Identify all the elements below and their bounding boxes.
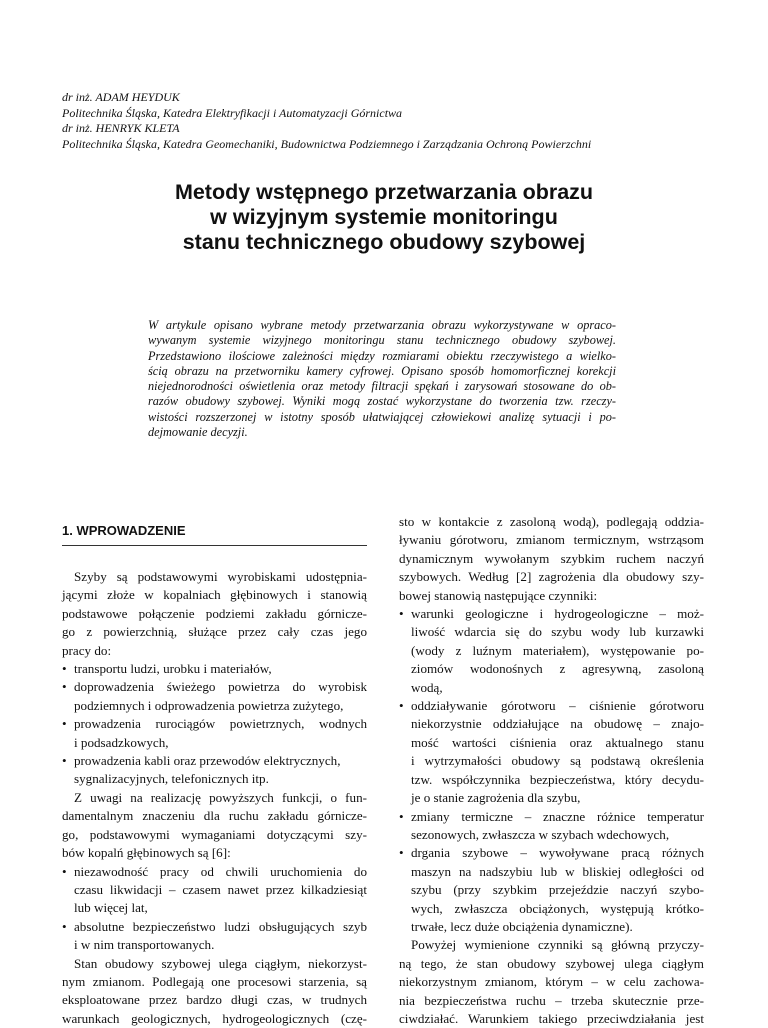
abstract (148, 318, 616, 440)
bullet-icon: • (62, 679, 67, 695)
line-text: drgania szybowe – wywoływane pracą różnych (411, 845, 704, 861)
abstract-line: razów obudowy szybowej. Wyniki mogą zostać wykorzystane do tworzenia tzw. rzeczy- (148, 394, 616, 409)
text-line: i podsadzkowych, (74, 734, 169, 750)
bullet-item-line (399, 697, 704, 715)
right-column (399, 513, 704, 1028)
bullet-item-line (399, 808, 704, 826)
author-1-name: dr inż. ADAM HEYDUK (62, 90, 180, 104)
author-2-affiliation: Politechnika Śląska, Katedra Geomechaniki, Budownictwa Podziemnego i Zarządzania Ochroną Powierzchni (62, 136, 592, 151)
text-line: je o stanie zagrożenia dla szybu, (411, 790, 581, 806)
text-line: sto w kontakcie z zasoloną wodą), podlegają oddzia- (399, 514, 704, 529)
line-text: prowadzenia rurociągów powietrznych, wodnych (74, 716, 367, 732)
bullet-item-line (399, 605, 704, 623)
text-line: ciwdziałać. Warunkiem takiego przeciwdziałania jest (399, 1010, 704, 1026)
paragraph-first-line: Szyby są podstawowymi wyrobiskami udostępnia- (74, 569, 367, 584)
line-text: oddziaływanie górotworu – ciśnienie górotworu (411, 698, 704, 714)
text-line: i wytrzymałości obudowy są podstawą określenia (411, 753, 704, 769)
text-line: i w nim transportowanych. (74, 937, 215, 953)
bullet-icon: • (399, 845, 404, 861)
abstract-line: W artykule opisano wybrane metody przetwarzania obrazu wykorzystywane w opraco- (148, 318, 616, 332)
bullet-icon: • (62, 753, 67, 769)
author-2-name: dr inż. HENRYK KLETA (62, 121, 180, 135)
text-line: szybowych. Według [2] zagrożenia dla obudowy szy- (399, 569, 704, 585)
bullet-icon: • (399, 606, 404, 622)
author-1-affiliation: Politechnika Śląska, Katedra Elektryfikacji i Automatyzacji Górnictwa (62, 105, 403, 120)
text-line: pracy do: (62, 642, 112, 658)
line-text: absolutne bezpieczeństwo ludzi obsługujących szyb (74, 918, 367, 934)
abstract-line: Przedstawiono ilościowe zależności między rozmiarami obiektu rzeczywistego a wielko- (148, 348, 616, 363)
text-line: niekorzystnie oddziałujące na obudowę – znajo- (411, 716, 704, 732)
title-line: w wizyjnym systemie monitoringu (210, 205, 558, 229)
line-text: warunki geologiczne i hydrogeologiczne – moż- (411, 606, 704, 622)
text-line: tzw. współczynnika bezpieczeństwa, który decydu- (411, 771, 704, 787)
bullet-icon: • (62, 918, 67, 934)
text-line: go z powierzchnią, służące przez cały czas jego (62, 624, 367, 640)
abstract-line: wistości rozszerzonej w istotny sposób ułatwiającej człowiekowi analizę sytuacji i po- (148, 409, 616, 424)
text-line: lub więcej lat, (74, 900, 148, 916)
bullet-item-line (62, 678, 367, 696)
text-line: ną tego, że stan obudowy szybowej ulega ciągłym (399, 955, 704, 971)
text-line: bów kopalń głębinowych są [6]: (62, 845, 231, 861)
text-line: wych, zwłaszcza obciążonych, występują krótko- (411, 900, 704, 916)
text-line: go, podstawowymi wymaganiami dotyczącymi szy- (62, 826, 367, 842)
bullet-item-line (62, 715, 367, 733)
right-column-body (399, 513, 704, 1028)
paper-title (0, 180, 768, 255)
title-line: stanu technicznego obudowy szybowej (182, 230, 586, 254)
text-line: bowej stanowią następujące czynniki: (399, 587, 598, 603)
text-line: eksploatowane przez bardzo długi czas, w trudnych (62, 992, 367, 1008)
line-text: doprowadzenia świeżego powietrza do wyrobisk (74, 679, 367, 695)
line-text: transportu ludzi, urobku i materiałów, (74, 661, 272, 677)
text-line: nym zmianom. Podlegają one procesowi starzenia, są (62, 973, 367, 989)
bullet-item-line (62, 660, 367, 678)
abstract-line: ścią obrazu na przetworniku kamery cyfrowej. Opisano sposób homomorficznej korekcji (148, 363, 616, 378)
bullet-icon: • (399, 808, 404, 824)
title-line: Metody wstępnego przetwarzania obrazu (174, 180, 594, 204)
text-line: ziomów wodonośnych z agresywną, zasoloną (411, 661, 704, 677)
abstract-line: niejednorodności oświetlenia oraz metody filtracji spękań i zarysowań stosowane do ob- (148, 379, 616, 394)
text-line: sygnalizacyjnych, telefonicznych itp. (74, 771, 269, 787)
text-line: ływaniu górotworu, zmianom termicznym, wstrząsom (399, 532, 704, 548)
paragraph-first-line: Stan obudowy szybowej ulega ciągłym, niekorzyst- (74, 955, 367, 971)
bullet-item-line (62, 752, 367, 770)
text-line: trwałe, lecz duże obciążenia dynamiczne). (411, 918, 633, 934)
abstract-line: wywanym systemie wizyjnego monitoringu stanu technicznego obudowy szybowej. (148, 333, 616, 348)
bullet-icon: • (62, 716, 67, 732)
text-line: warunkach geologicznych, hydrogeologicznych (czę- (62, 1010, 367, 1026)
text-line: liwość wdarcia się do szybu wody lub kurzawki (411, 624, 704, 640)
text-line: podstawowe połączenie podziemi zakładu górnicze- (62, 605, 367, 621)
text-line: sezonowych, zwłaszcza w szybach wdechowych, (411, 826, 670, 842)
line-text: zmiany termiczne – znaczne różnice temperatur (411, 808, 704, 824)
bullet-item-line (62, 863, 367, 881)
text-line: czasu likwidacji – czasem nawet przez kilkadziesiąt (74, 881, 367, 897)
abstract-line: dejmowanie decyzji. (148, 425, 248, 440)
left-column (62, 515, 367, 1028)
text-line: damentalnym znaczeniu dla ruchu zakładu górnicze- (62, 808, 367, 824)
line-text: niezawodność pracy od chwili uruchomienia do (74, 863, 367, 879)
line-text: prowadzenia kabli oraz przewodów elektrycznych, (74, 753, 341, 769)
text-line: dynamicznym wywołanym szybkim ruchem naczyń (399, 550, 704, 566)
text-line: mość wartości ciśnienia oraz aktualnego stanu (411, 734, 704, 750)
text-line: maszyn na nadszybiu lub w bliskiej odległości od (411, 863, 704, 879)
text-line: (wody z luźnym materiałem), występowanie po- (411, 642, 704, 658)
author-block (62, 90, 742, 152)
bullet-icon: • (399, 698, 404, 714)
text-line: nia bezpieczeństwa ruchu – trzeba skutecznie prze- (399, 992, 704, 1008)
text-line: wodą, (411, 679, 443, 695)
paragraph-first-line: Powyżej wymienione czynniki są główną przyczy- (411, 937, 704, 953)
bullet-item-line (62, 918, 367, 936)
section-heading: 1. WPROWADZENIE (62, 523, 186, 538)
left-column-body (62, 568, 367, 1028)
text-line: szybu (przy szybkim przejeździe naczyń szybo- (411, 882, 704, 898)
bullet-icon: • (62, 661, 67, 677)
bullet-item-line (399, 844, 704, 862)
text-line: jącymi złoże w kopalniach głębinowych i stanowią (62, 587, 367, 603)
paragraph-first-line: Z uwagi na realizację powyższych funkcji, o fun- (74, 789, 367, 805)
text-line: podziemnych i odprowadzenia powietrza zużytego, (74, 697, 344, 713)
text-line: niekorzystnym zmianom, którym – w celu zachowa- (399, 974, 704, 990)
bullet-icon: • (62, 863, 67, 879)
